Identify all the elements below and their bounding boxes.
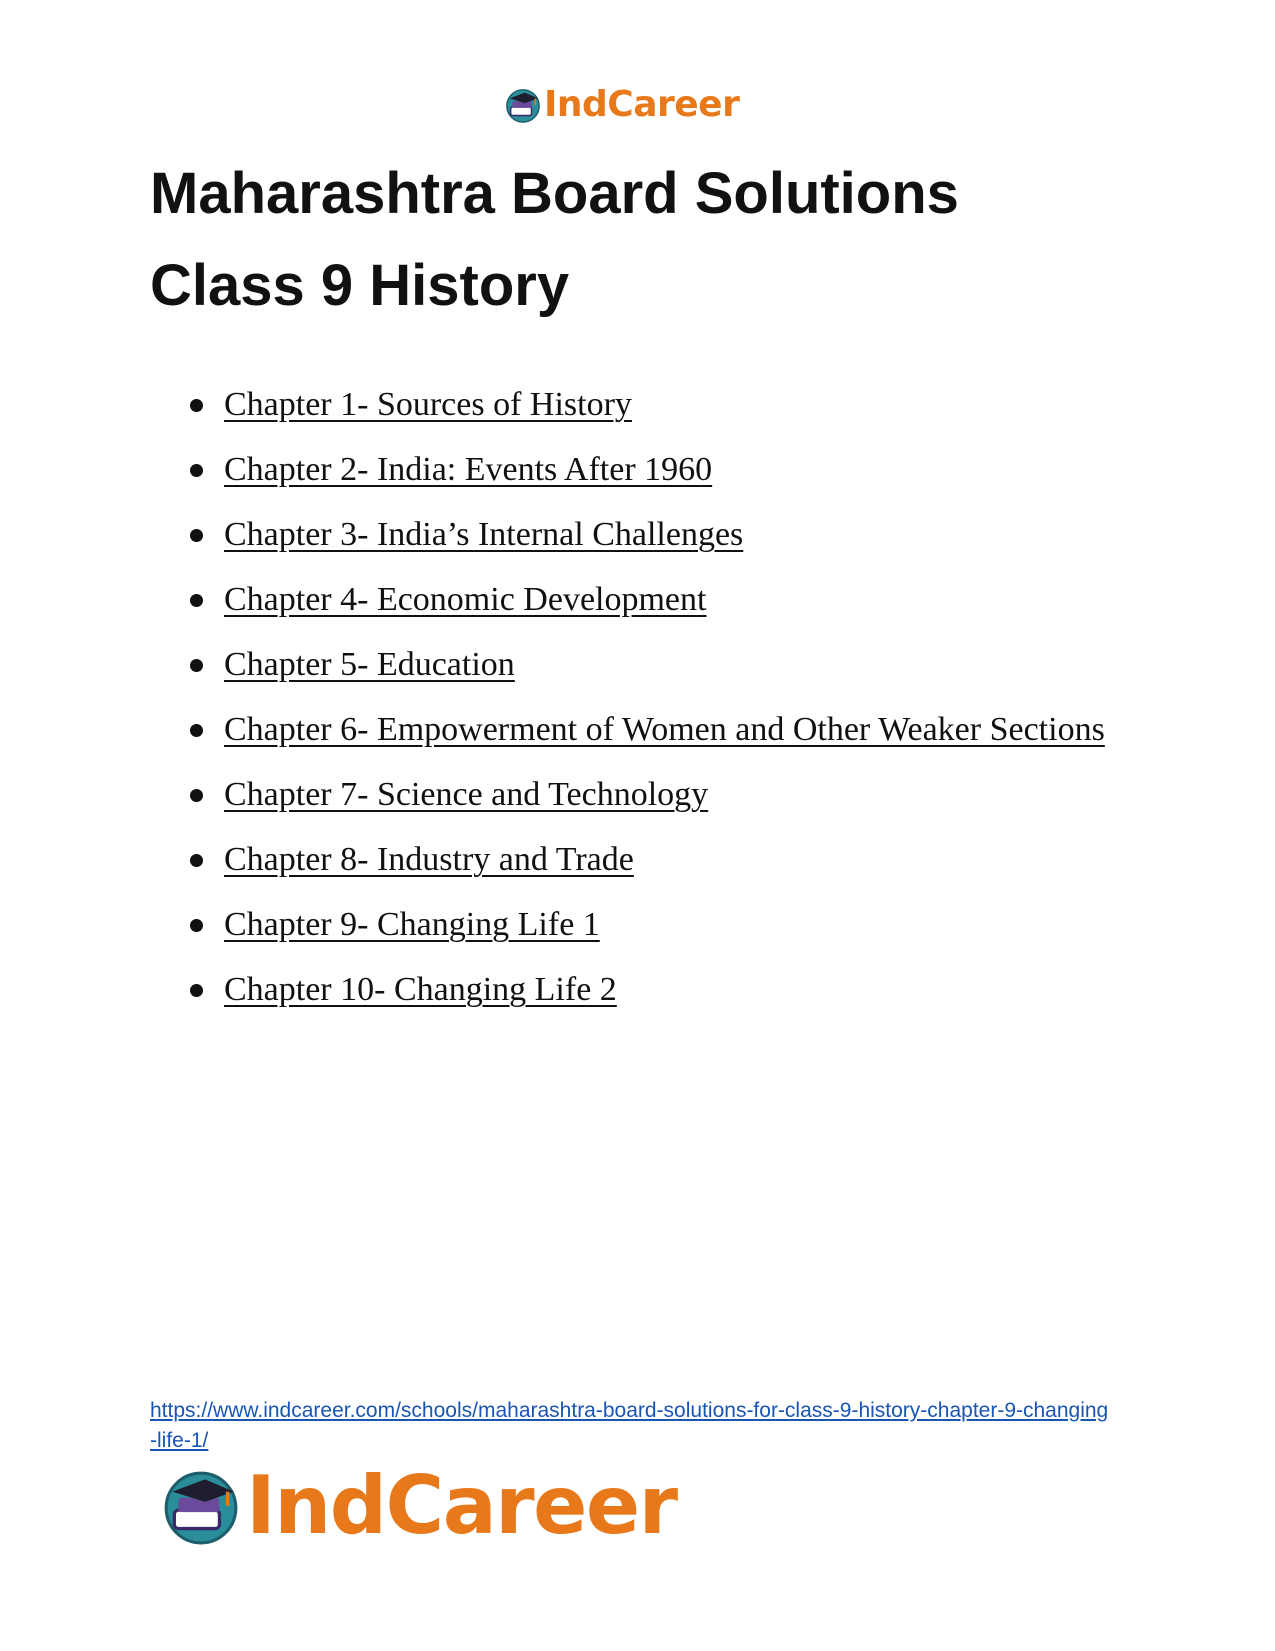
list-item <box>190 632 1150 697</box>
bullet-icon <box>190 919 203 932</box>
bullet-icon <box>190 659 203 672</box>
page-title-line-1: Maharashtra Board Solutions <box>150 161 959 226</box>
chapter-link-3[interactable]: Chapter 3- India’s Internal Challenges <box>224 516 744 553</box>
list-item <box>190 437 1150 502</box>
bullet-icon <box>190 464 203 477</box>
bullet-icon <box>190 789 203 802</box>
chapter-link-6[interactable]: Chapter 6- Empowerment of Women and Other Weaker Sections <box>224 711 1105 748</box>
bullet-icon <box>190 399 203 412</box>
bullet-icon <box>190 529 203 542</box>
bullet-icon <box>190 984 203 997</box>
chapter-link-4[interactable]: Chapter 4- Economic Development <box>224 581 707 618</box>
page-title-line-2: Class 9 History <box>150 253 570 318</box>
bullet-icon <box>190 724 203 737</box>
graduation-cap-book-globe-icon <box>504 86 542 124</box>
list-item <box>190 892 1150 957</box>
graduation-cap-book-globe-icon <box>160 1465 242 1547</box>
chapter-link-9[interactable]: Chapter 9- Changing Life 1 <box>224 906 600 943</box>
chapter-link-10[interactable]: Chapter 10- Changing Life 2 <box>224 971 617 1008</box>
chapter-link-1[interactable]: Chapter 1- Sources of History <box>224 386 632 423</box>
footer-url-link[interactable]: https://www.indcareer.com/schools/maharashtra-board-solutions-for-class-9-history-chapter-9-changing-life-1/ <box>150 1399 1109 1452</box>
list-item <box>190 762 1150 827</box>
chapter-link-5[interactable]: Chapter 5- Education <box>224 646 515 683</box>
list-item <box>190 827 1150 892</box>
bullet-icon <box>190 854 203 867</box>
list-item <box>190 697 1150 762</box>
chapter-link-7[interactable]: Chapter 7- Science and Technology <box>224 776 709 813</box>
header-logo <box>504 82 739 128</box>
list-item <box>190 957 1150 1022</box>
footer-logo <box>160 1458 677 1554</box>
list-item <box>190 567 1150 632</box>
logo-wordmark: IndCareer <box>544 84 740 125</box>
list-item <box>190 502 1150 567</box>
list-item <box>190 372 1150 437</box>
chapter-link-8[interactable]: Chapter 8- Industry and Trade <box>224 841 634 878</box>
bullet-icon <box>190 594 203 607</box>
logo-wordmark: IndCareer <box>246 1459 677 1552</box>
page-title <box>150 148 1150 332</box>
chapter-link-2[interactable]: Chapter 2- India: Events After 1960 <box>224 451 713 488</box>
chapter-list <box>190 372 1150 1022</box>
